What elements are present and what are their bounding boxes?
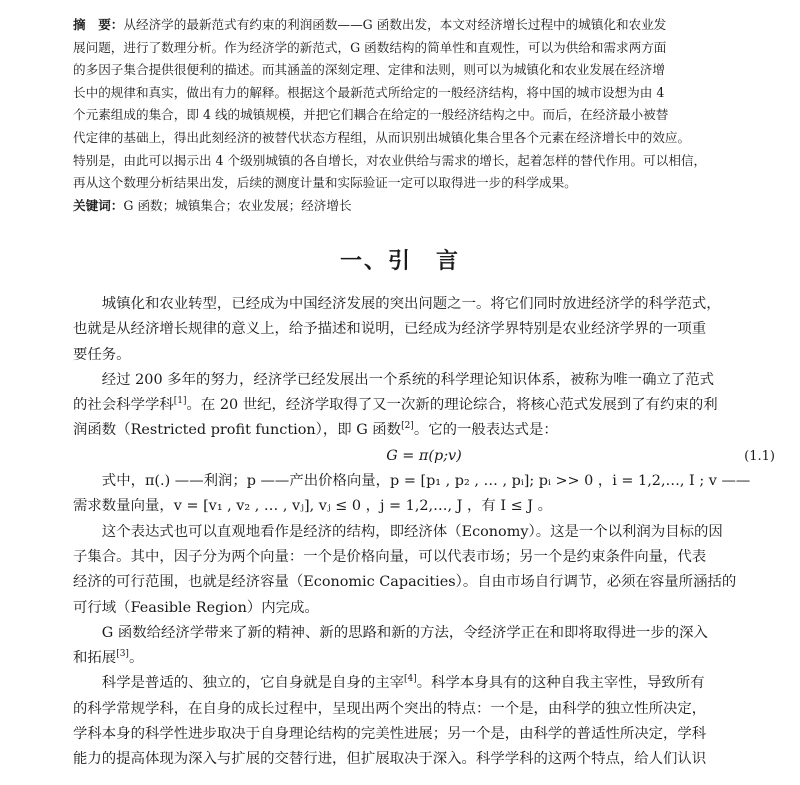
paragraph-line: G 函数给经济学带来了新的精神、新的思路和新的方法，令经济学正在和即将取得进一步的深入 [101, 624, 708, 641]
abstract-line: 代定律的基础上，得出此刻经济的被替代状态方程组，从而识别出城镇化集合里各个元素在经济增长中的效应。 [73, 129, 691, 145]
paragraph-line: 的科学常规学科，在自身的成长过程中，呈现出两个突出的特点：一个是，由科学的独立性所决定， [73, 700, 707, 717]
paragraph-line: 式中，π(.) ——利润；p ——产出价格向量，p = [p₁ , p₂ , … , pᵢ]; pᵢ >> 0 ，i = 1,2,…, I ; v —— [101, 473, 751, 490]
paragraph-line: 也就是从经济增长规律的意义上，给予描述和说明，已经成为经济学界特别是农业经济学界的一项重 [73, 321, 707, 338]
abstract-line: 再从这个数理分析结果出发，后续的测度计量和实际验证一定可以取得进一步的科学成果。 [73, 175, 577, 191]
abstract-line: 长中的规律和真实，做出有力的解释。根据这个最新范式所给定的一般经济结构，将中国的城市设想为由 4 [73, 84, 665, 100]
paragraph-line: 的社会科学学科[1]。在 20 世纪，经济学取得了又一次新的理论综合，将核心范式发展到了有约束的利 [73, 396, 718, 414]
abstract-line: 摘 要：从经济学的最新范式有约束的利润函数——G 函数出发，本文对经济增长过程中的城镇化和农业发 [73, 17, 667, 32]
section-title: 一、引 言 [339, 249, 460, 274]
citation-ref[interactable]: [2] [401, 421, 414, 432]
body-text [73, 292, 775, 773]
paragraph-line: 和拓展[3]。 [73, 649, 144, 667]
paragraph-line: 需求数量向量，v = [v₁ , v₂ , … , vⱼ], vⱼ ≤ 0 ，j = 1,2,…, J ，有 I ≤ J 。 [73, 498, 552, 515]
citation-ref[interactable]: [3] [116, 649, 129, 660]
equation: G = π(p;v) [386, 447, 462, 464]
paragraph-line: 经过 200 多年的努力，经济学已经发展出一个系统的科学理论知识体系，被称为唯一确立了范式 [101, 371, 715, 388]
abstract-line: 的多因子集合提供很便利的描述。而其涵盖的深刻定理、定律和法则，则可以为城镇化和农业发展在经济增 [73, 62, 665, 78]
paragraph-line: 可行域（Feasible Region）内完成。 [73, 599, 319, 616]
keywords-text: G 函数；城镇集合；农业发展；经济增长 [123, 197, 352, 213]
citation-ref[interactable]: [4] [404, 674, 417, 685]
paragraph-line: 要任务。 [73, 346, 131, 363]
citation-ref[interactable]: [1] [173, 396, 187, 407]
abstract-line: 特别是，由此可以揭示出 4 个级别城镇的各自增长，对农业供给与需求的增长，起着怎样的替代作用。可以相信， [73, 152, 707, 168]
paragraph-line: 科学是普适的、独立的，它自身就是自身的主宰[4]。科学本身具有的这种自我主宰性，导致所有 [101, 674, 705, 692]
keywords-label: 关键词： [73, 197, 124, 213]
paragraph-line: 学科本身的科学性进步取决于自身理论结构的完美性进展；另一个是，由科学的普适性所决定，学科 [73, 726, 707, 743]
paragraph-line: 子集合。其中，因子分为两个向量：一个是价格向量，可以代表市场；另一个是约束条件向量，代表 [73, 548, 707, 565]
paragraph-line: 经济的可行范围，也就是经济容量（Economic Capacities）。自由市场自行调节，必须在容量所涵括的 [73, 574, 737, 591]
paragraph-line: 城镇化和农业转型，已经成为中国经济发展的突出问题之一。将它们同时放进经济学的科学范式， [101, 296, 721, 312]
abstract-line: 个元素组成的集合，即 4 线的城镇规模，并把它们耦合在给定的一般经济结构之中。而后，在经济最小被替 [73, 107, 669, 123]
paragraph-line: 润函数（Restricted profit function），即 G 函数[2]。它的一般表达式是： [73, 421, 558, 439]
paragraph-line: 能力的提高体现为深入与扩展的交替行进，但扩展取决于深入。科学学科的这两个特点，给人们认识 [73, 751, 707, 768]
abstract-label: 摘 要： [73, 17, 124, 32]
equation-row [73, 444, 775, 469]
keywords [73, 195, 775, 218]
abstract-line: 展问题，进行了数理分析。作为经济学的新范式，G 函数结构的简单性和直观性，可以为供给和需求两方面 [73, 39, 667, 55]
equation-number: (1.1) [744, 448, 775, 464]
abstract [73, 14, 775, 217]
paragraph-line: 这个表达式也可以直观地看作是经济的结构，即经济体（Economy）。这是一个以利润为目标的因 [101, 523, 723, 540]
